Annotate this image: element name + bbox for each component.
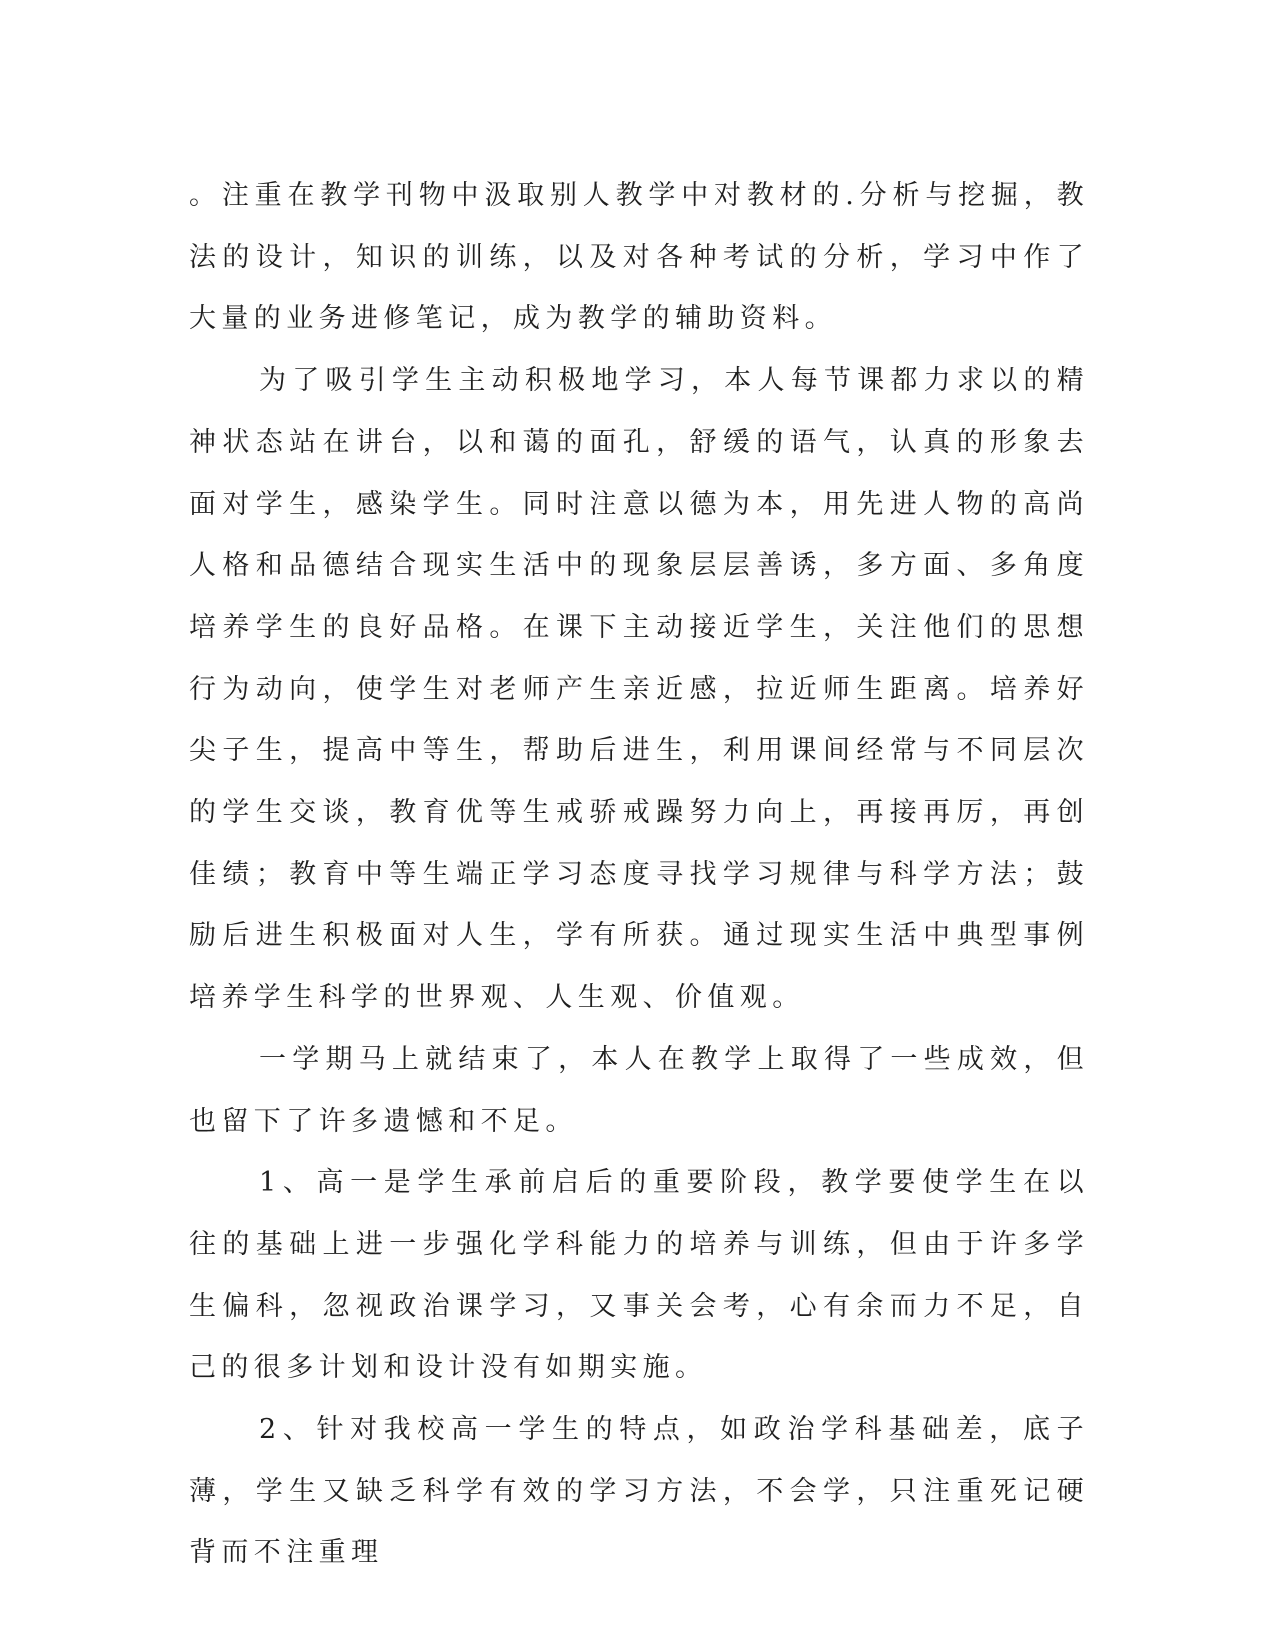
paragraph-5: 2、针对我校高一学生的特点，如政治学科基础差，底子薄，学生又缺乏科学有效的学习方法，不会学，只注重死记硬背而不注重理	[189, 1414, 1089, 1569]
paragraph-1: 。注重在教学刊物中汲取别人教学中对教材的.分析与挖掘，教法的设计，知识的训练，以及对各种考试的分析，学习中作了大量的业务进修笔记，成为教学的辅助资料。	[189, 180, 1089, 335]
document-body	[189, 165, 1089, 1584]
paragraph-4: 1、高一是学生承前启后的重要阶段，教学要使学生在以往的基础上进一步强化学科能力的培养与训练，但由于许多学生偏科，忽视政治课学习，又事关会考，心有余而力不足，自己的很多计划和设计没有如期实施。	[189, 1167, 1089, 1384]
paragraph-3: 一学期马上就结束了，本人在教学上取得了一些成效，但也留下了许多遗憾和不足。	[189, 1043, 1089, 1137]
paragraph-2: 为了吸引学生主动积极地学习，本人每节课都力求以的精神状态站在讲台，以和蔼的面孔，舒缓的语气，认真的形象去面对学生，感染学生。同时注意以德为本，用先进人物的高尚人格和品德结合现实生活中的现象层层善诱，多方面、多角度培养学生的良好品格。在课下主动接近学生，关注他们的思想行为动向，使学生对老师产生亲近感，拉近师生距离。培养好尖子生，提高中等生，帮助后进生，利用课间经常与不同层次的学生交谈，教育优等生戒骄戒躁努力向上，再接再厉，再创佳绩；教育中等生端正学习态度寻找学习规律与科学方法；鼓励后进生积极面对人生，学有所获。通过现实生活中典型事例培养学生科学的世界观、人生观、价值观。	[189, 365, 1089, 1014]
